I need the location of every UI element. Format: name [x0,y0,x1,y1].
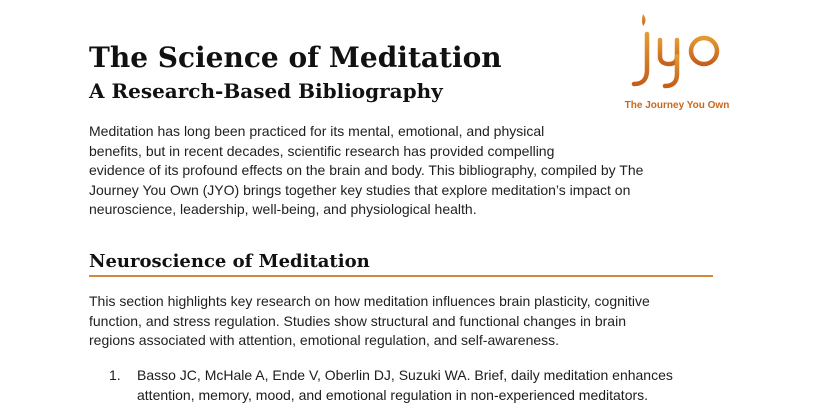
intro-line: neuroscience, leadership, well-being, and physiological health. [89,201,477,217]
intro-paragraph [89,122,709,220]
document-title: The Science of Meditation [89,41,502,74]
reference-text [137,366,717,405]
section-intro-line: regions associated with attention, emotional regulation, and self-awareness. [89,332,560,348]
section-intro-line: This section highlights key research on how meditation influences brain plasticity, cognitive [89,293,650,309]
reference-number: 1. [109,367,121,383]
section-intro-paragraph [89,292,709,351]
intro-line: Journey You Own (JYO) brings together key studies that explore meditation’s impact on [89,181,631,198]
section-heading: Neuroscience of Meditation [89,251,370,272]
jyo-wordmark-icon [628,12,728,96]
intro-line: benefits, but in recent decades, scientific research has provided compelling [89,142,555,159]
logo-tagline: The Journey You Own [624,100,730,111]
reference-line: attention, memory, mood, and emotional regulation in non-experienced meditators. [137,386,649,403]
reference-line: Basso JC, McHale A, Ende V, Oberlin DJ, Suzuki WA. Brief, daily meditation enhances [137,367,673,383]
intro-line: Meditation has long been practiced for its mental, emotional, and physical [89,123,545,139]
jyo-logo [618,12,736,114]
section-divider [89,275,713,277]
section-intro-line: function, and stress regulation. Studies show structural and functional changes in brain [89,312,626,329]
document-subtitle: A Research-Based Bibliography [89,79,443,103]
intro-line: evidence of its profound effects on the brain and body. This bibliography, compiled by The [89,162,644,178]
